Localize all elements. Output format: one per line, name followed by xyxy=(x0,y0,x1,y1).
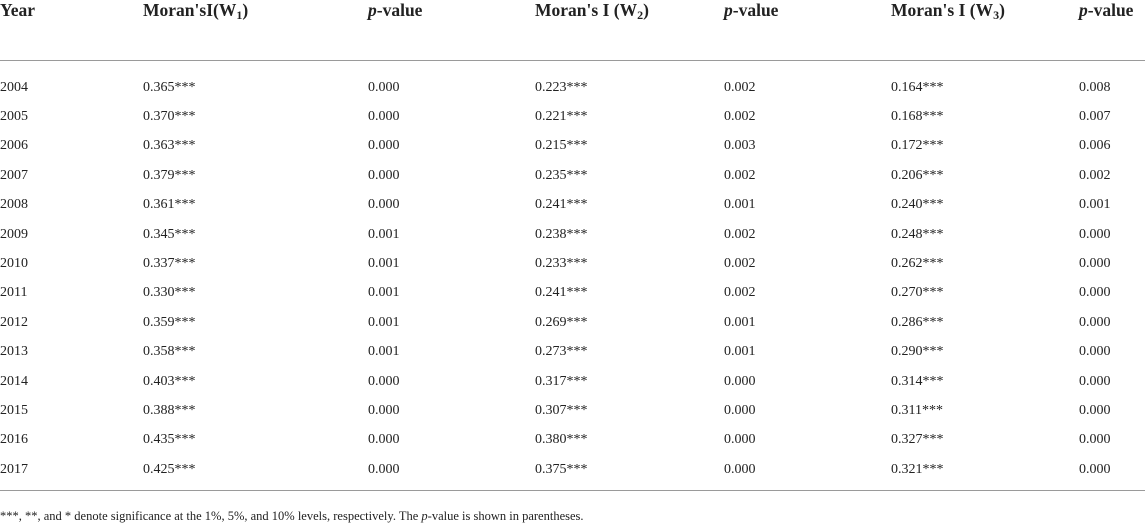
table-cell: 0.240*** xyxy=(891,197,944,213)
table-cell: 0.002 xyxy=(724,285,756,301)
table-cell: 0.241*** xyxy=(535,197,588,213)
table-cell: 0.403*** xyxy=(143,373,196,389)
column-header-label: Year xyxy=(0,0,35,20)
table-cell: 0.001 xyxy=(368,314,400,330)
table-cell: 0.223*** xyxy=(535,79,588,95)
table-cell: 0.238*** xyxy=(535,226,588,242)
column-header-italic: p xyxy=(368,0,377,20)
table-cell: 0.001 xyxy=(724,314,756,330)
table-cell: 0.370*** xyxy=(143,109,196,125)
table-cell: 0.000 xyxy=(368,138,400,154)
table-cell: 0.007 xyxy=(1079,109,1111,125)
table-cell: 0.388*** xyxy=(143,402,196,418)
table-cell: 0.000 xyxy=(368,373,400,389)
table-cell: 0.002 xyxy=(724,256,756,272)
table-cell: 0.248*** xyxy=(891,226,944,242)
table-cell: 0.337*** xyxy=(143,256,196,272)
table-row xyxy=(0,249,1145,278)
table-cell: 0.375*** xyxy=(535,461,588,477)
table-cell: 2010 xyxy=(0,256,28,272)
table-cell: 0.000 xyxy=(368,79,400,95)
table-row xyxy=(0,308,1145,337)
column-header-label: -value xyxy=(732,0,779,20)
table-cell: 0.273*** xyxy=(535,344,588,360)
column-header-italic: p xyxy=(1079,0,1088,20)
table-cell: 0.241*** xyxy=(535,285,588,301)
table-cell: 0.307*** xyxy=(535,402,588,418)
column-header-4 xyxy=(724,0,891,61)
table-cell: 0.008 xyxy=(1079,79,1111,95)
table-cell: 0.001 xyxy=(1079,197,1111,213)
column-header-label: -value xyxy=(376,0,423,20)
table-cell: 0.000 xyxy=(1079,432,1111,448)
table-cell: 0.425*** xyxy=(143,461,196,477)
table-cell: 0.379*** xyxy=(143,167,196,183)
table-cell: 0.001 xyxy=(368,344,400,360)
column-header-0 xyxy=(0,0,143,61)
table-cell: 0.345*** xyxy=(143,226,196,242)
column-header-subscript: 1 xyxy=(236,8,243,22)
column-header-subscript: 3 xyxy=(993,8,1000,22)
table-cell: 0.358*** xyxy=(143,344,196,360)
column-header-label: Moran's I (W xyxy=(891,0,994,20)
table-cell: 0.001 xyxy=(368,256,400,272)
footnote-text-1: ***, **, and * denote significance at the 1%, 5%, and 10% levels, respectively. The xyxy=(0,509,422,523)
table-cell: 2012 xyxy=(0,314,28,330)
column-header-label: Moran'sI(W xyxy=(143,0,237,20)
table-cell: 0.000 xyxy=(1079,256,1111,272)
table-cell: 0.317*** xyxy=(535,373,588,389)
table-cell: 0.330*** xyxy=(143,285,196,301)
table-cell: 0.168*** xyxy=(891,109,944,125)
table-cell: 0.002 xyxy=(724,167,756,183)
table-cell: 0.359*** xyxy=(143,314,196,330)
table-cell: 0.000 xyxy=(368,197,400,213)
table-cell: 0.286*** xyxy=(891,314,944,330)
table-row xyxy=(0,426,1145,455)
table-cell: 0.327*** xyxy=(891,432,944,448)
table-cell: 0.235*** xyxy=(535,167,588,183)
table-cell: 0.000 xyxy=(1079,373,1111,389)
table-cell: 0.000 xyxy=(368,109,400,125)
table-cell: 0.321*** xyxy=(891,461,944,477)
table-cell: 0.233*** xyxy=(535,256,588,272)
column-header-label: Moran's I (W xyxy=(535,0,638,20)
table-body xyxy=(0,61,1145,491)
table-cell: 0.000 xyxy=(368,461,400,477)
table-footnote xyxy=(0,509,584,524)
table-cell: 0.002 xyxy=(724,79,756,95)
table-cell: 0.269*** xyxy=(535,314,588,330)
table-cell: 2015 xyxy=(0,402,28,418)
table-cell: 0.000 xyxy=(724,373,756,389)
table-row xyxy=(0,396,1145,425)
table-cell: 0.380*** xyxy=(535,432,588,448)
table-cell: 0.001 xyxy=(724,344,756,360)
column-header-tail: ) xyxy=(242,0,249,20)
table-row xyxy=(0,455,1145,491)
table-cell: 2014 xyxy=(0,373,28,389)
table-cell: 0.270*** xyxy=(891,285,944,301)
table-cell: 0.000 xyxy=(1079,402,1111,418)
table-cell: 2007 xyxy=(0,167,28,183)
table-row xyxy=(0,102,1145,131)
table-row xyxy=(0,367,1145,396)
table-cell: 0.311*** xyxy=(891,402,943,418)
table-cell: 0.001 xyxy=(724,197,756,213)
table-cell: 0.000 xyxy=(368,167,400,183)
table-cell: 2017 xyxy=(0,461,28,477)
table-cell: 0.000 xyxy=(1079,344,1111,360)
table-cell: 0.002 xyxy=(1079,167,1111,183)
table-cell: 0.000 xyxy=(1079,285,1111,301)
table-cell: 0.262*** xyxy=(891,256,944,272)
table-cell: 0.172*** xyxy=(891,138,944,154)
column-header-tail: ) xyxy=(643,0,649,20)
column-header-subscript: 2 xyxy=(637,8,644,22)
table-cell: 0.290*** xyxy=(891,344,944,360)
table-cell: 2011 xyxy=(0,285,28,301)
column-header-tail: ) xyxy=(999,0,1005,20)
table-cell: 0.000 xyxy=(724,461,756,477)
table-row xyxy=(0,338,1145,367)
table-header-row xyxy=(0,0,1145,61)
table-row xyxy=(0,61,1145,103)
column-header-label: -value xyxy=(1087,0,1134,20)
table-cell: 0.000 xyxy=(1079,226,1111,242)
table-cell: 2013 xyxy=(0,344,28,360)
table-cell: 0.164*** xyxy=(891,79,944,95)
table-cell: 0.206*** xyxy=(891,167,944,183)
footnote-italic-p: p xyxy=(421,509,428,523)
table-cell: 2004 xyxy=(0,79,28,95)
table-row xyxy=(0,191,1145,220)
table-cell: 0.006 xyxy=(1079,138,1111,154)
table-cell: 2009 xyxy=(0,226,28,242)
column-header-5 xyxy=(891,0,1079,61)
table-cell: 0.001 xyxy=(368,285,400,301)
table-cell: 0.001 xyxy=(368,226,400,242)
table-row xyxy=(0,220,1145,249)
table-cell: 0.000 xyxy=(1079,314,1111,330)
table-cell: 0.003 xyxy=(724,138,756,154)
table-row xyxy=(0,279,1145,308)
table-cell: 0.002 xyxy=(724,226,756,242)
table-cell: 0.000 xyxy=(724,432,756,448)
column-header-3 xyxy=(535,0,724,61)
column-header-2 xyxy=(368,0,535,61)
table-cell: 0.000 xyxy=(724,402,756,418)
table-cell: 0.215*** xyxy=(535,138,588,154)
table-cell: 0.000 xyxy=(1079,461,1111,477)
table-cell: 0.365*** xyxy=(143,79,196,95)
table-cell: 0.363*** xyxy=(143,138,196,154)
table-cell: 0.221*** xyxy=(535,109,588,125)
table-cell: 0.314*** xyxy=(891,373,944,389)
column-header-1 xyxy=(143,0,368,61)
table-cell: 2005 xyxy=(0,109,28,125)
table-row xyxy=(0,161,1145,190)
table-cell: 0.000 xyxy=(368,402,400,418)
footnote-text-2: -value is shown in parentheses. xyxy=(427,509,584,523)
column-header-6 xyxy=(1079,0,1145,61)
table-cell: 2006 xyxy=(0,138,28,154)
table-cell: 2016 xyxy=(0,432,28,448)
column-header-italic: p xyxy=(724,0,733,20)
table-cell: 2008 xyxy=(0,197,28,213)
table-cell: 0.361*** xyxy=(143,197,196,213)
table-cell: 0.000 xyxy=(368,432,400,448)
table-cell: 0.002 xyxy=(724,109,756,125)
table-cell: 0.435*** xyxy=(143,432,196,448)
table-row xyxy=(0,132,1145,161)
